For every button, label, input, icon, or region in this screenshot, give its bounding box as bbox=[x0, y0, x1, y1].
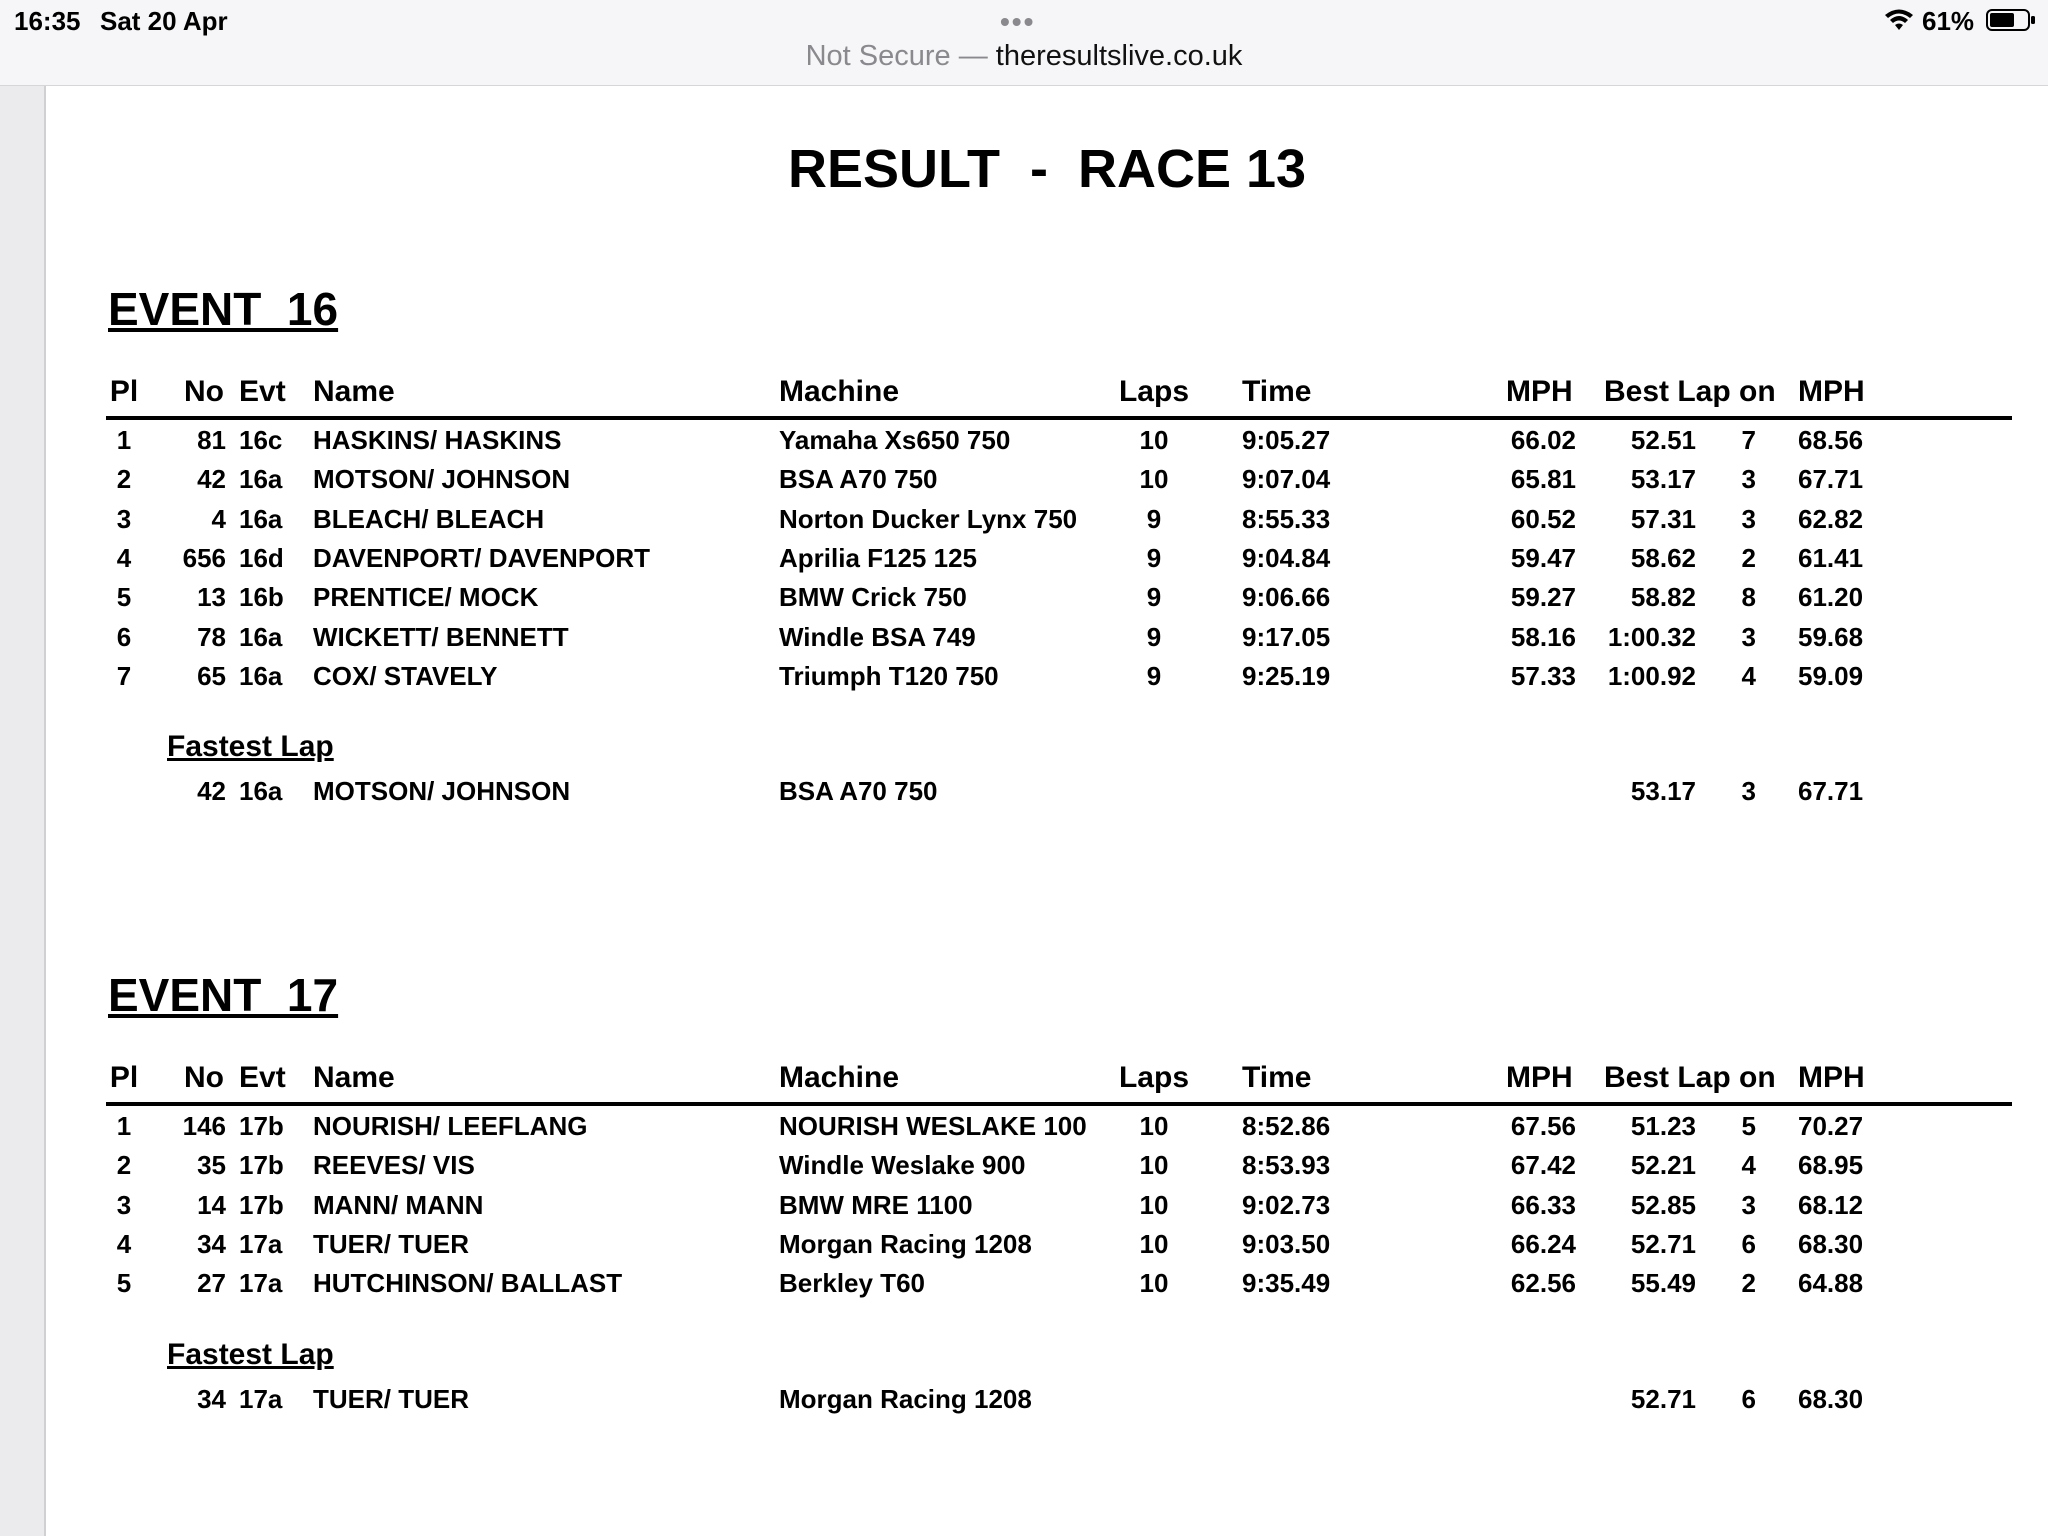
cell-mph2: 64.88 bbox=[1798, 1268, 1864, 1299]
cell-evt: 17b bbox=[239, 1189, 284, 1220]
fastest-best: 52.71 bbox=[1630, 1384, 1696, 1414]
cell-evt: 16a bbox=[239, 660, 283, 691]
cell-no: 78 bbox=[197, 621, 226, 652]
cell-mph2: 68.12 bbox=[1798, 1189, 1864, 1220]
cell-no: 656 bbox=[182, 542, 226, 573]
cell-machine: BMW MRE 1100 bbox=[779, 1189, 973, 1220]
cell-evt: 16a bbox=[239, 621, 283, 652]
cell-time: 9:03.50 bbox=[1242, 1228, 1331, 1259]
table-row bbox=[46, 1229, 2048, 1267]
table-row bbox=[46, 1111, 2048, 1149]
cell-on: 4 bbox=[1741, 660, 1756, 691]
cell-best: 52.21 bbox=[1630, 1150, 1696, 1181]
cell-no: 81 bbox=[197, 425, 226, 455]
cell-time: 9:07.04 bbox=[1242, 464, 1331, 495]
fastest-evt: 17a bbox=[239, 1384, 283, 1414]
cell-machine: NOURISH WESLAKE 100 bbox=[779, 1111, 1087, 1141]
cell-no: 13 bbox=[197, 582, 226, 613]
event-title: EVENT 16 bbox=[108, 283, 339, 335]
cell-machine: Windle BSA 749 bbox=[779, 621, 976, 652]
cell-on: 2 bbox=[1741, 1268, 1756, 1299]
cell-laps: 10 bbox=[1139, 425, 1169, 455]
cell-time: 8:53.93 bbox=[1242, 1150, 1331, 1181]
cell-on: 8 bbox=[1741, 582, 1756, 613]
cell-name: BLEACH/ BLEACH bbox=[313, 503, 545, 534]
cell-name: TUER/ TUER bbox=[313, 1228, 469, 1259]
fastest-on: 6 bbox=[1741, 1384, 1756, 1414]
cell-machine: BSA A70 750 bbox=[779, 464, 938, 495]
table-row bbox=[46, 1190, 2048, 1228]
cell-best: 1:00.92 bbox=[1607, 660, 1696, 691]
cell-time: 9:35.49 bbox=[1242, 1268, 1331, 1299]
header-mph2: MPH bbox=[1798, 1061, 1865, 1094]
cell-evt: 16c bbox=[239, 425, 283, 455]
cell-pl: 3 bbox=[116, 1189, 132, 1220]
cell-mph: 57.33 bbox=[1510, 660, 1576, 691]
cell-name: HASKINS/ HASKINS bbox=[313, 425, 562, 455]
cell-laps: 10 bbox=[1139, 464, 1169, 495]
cell-name: PRENTICE/ MOCK bbox=[313, 582, 539, 613]
cell-on: 2 bbox=[1741, 542, 1756, 573]
cell-mph2: 62.82 bbox=[1798, 503, 1864, 534]
cell-machine: Aprilia F125 125 bbox=[779, 542, 977, 573]
header-laps: Laps bbox=[1118, 1061, 1190, 1094]
cell-pl: 6 bbox=[116, 621, 132, 652]
fastest-best: 53.17 bbox=[1630, 776, 1696, 806]
header-no: No bbox=[184, 375, 224, 408]
cell-name: MANN/ MANN bbox=[313, 1189, 484, 1220]
header-best-lap-on: Best Lap on bbox=[1604, 1061, 1776, 1094]
header-rule bbox=[106, 1102, 2012, 1106]
cell-best: 1:00.32 bbox=[1607, 621, 1696, 652]
cell-on: 3 bbox=[1741, 503, 1756, 534]
battery-percent: 61% bbox=[1922, 6, 1975, 36]
cell-on: 6 bbox=[1741, 1228, 1756, 1259]
header-laps: Laps bbox=[1118, 375, 1190, 408]
fastest-on: 3 bbox=[1741, 776, 1756, 806]
cell-machine: BMW Crick 750 bbox=[779, 582, 967, 613]
cell-laps: 10 bbox=[1139, 1228, 1169, 1259]
header-pl: Pl bbox=[109, 1061, 139, 1094]
header-best-lap-on: Best Lap on bbox=[1604, 375, 1776, 408]
url-host: theresultslive.co.uk bbox=[995, 40, 1243, 72]
table-row bbox=[46, 1150, 2048, 1188]
table-row bbox=[46, 622, 2048, 660]
cell-laps: 9 bbox=[1146, 660, 1162, 691]
cell-laps: 9 bbox=[1146, 582, 1162, 613]
cell-pl: 1 bbox=[116, 425, 132, 455]
cell-laps: 10 bbox=[1139, 1268, 1169, 1299]
cell-best: 57.31 bbox=[1630, 503, 1696, 534]
header-time: Time bbox=[1242, 1061, 1312, 1094]
cell-machine: Norton Ducker Lynx 750 bbox=[779, 503, 1078, 534]
fastest-name: MOTSON/ JOHNSON bbox=[313, 776, 571, 806]
cell-evt: 17a bbox=[239, 1268, 283, 1299]
cell-no: 27 bbox=[197, 1268, 226, 1299]
cell-on: 4 bbox=[1741, 1150, 1756, 1181]
cell-best: 52.51 bbox=[1630, 425, 1696, 455]
fastest-no: 42 bbox=[197, 776, 226, 806]
cell-machine: Berkley T60 bbox=[779, 1268, 925, 1299]
cell-no: 35 bbox=[197, 1150, 226, 1181]
header-mph2: MPH bbox=[1798, 375, 1865, 408]
cell-best: 55.49 bbox=[1630, 1268, 1696, 1299]
cell-time: 9:04.84 bbox=[1242, 542, 1331, 573]
cell-pl: 1 bbox=[116, 1111, 132, 1141]
cell-mph2: 59.68 bbox=[1798, 621, 1864, 652]
fastest-evt: 16a bbox=[239, 776, 283, 806]
cell-mph: 66.33 bbox=[1510, 1189, 1576, 1220]
cell-no: 34 bbox=[197, 1228, 226, 1259]
header-machine: Machine bbox=[779, 375, 900, 408]
cell-pl: 2 bbox=[116, 1150, 132, 1181]
cell-best: 53.17 bbox=[1630, 464, 1696, 495]
status-date: Sat 20 Apr bbox=[100, 6, 228, 36]
page-title: RESULT - RACE 13 bbox=[787, 139, 1307, 199]
browser-top-bar bbox=[0, 0, 2048, 86]
cell-evt: 16a bbox=[239, 464, 283, 495]
not-secure-label: Not Secure — bbox=[805, 40, 988, 72]
cell-best: 52.85 bbox=[1630, 1189, 1696, 1220]
cell-mph2: 59.09 bbox=[1798, 660, 1864, 691]
fastest-mph2: 67.71 bbox=[1798, 776, 1864, 806]
cell-best: 58.62 bbox=[1630, 542, 1696, 573]
cell-time: 9:06.66 bbox=[1242, 582, 1331, 613]
cell-machine: Yamaha Xs650 750 bbox=[779, 425, 1011, 455]
table-header bbox=[46, 1061, 2048, 1099]
more-options-dots[interactable]: ••• bbox=[1000, 6, 1036, 37]
header-mph: MPH bbox=[1506, 375, 1573, 408]
cell-mph: 66.02 bbox=[1510, 425, 1576, 455]
cell-name: NOURISH/ LEEFLANG bbox=[313, 1111, 588, 1141]
cell-mph2: 67.71 bbox=[1798, 464, 1864, 495]
cell-pl: 5 bbox=[116, 582, 132, 613]
header-mph: MPH bbox=[1506, 1061, 1573, 1094]
cell-name: DAVENPORT/ DAVENPORT bbox=[313, 542, 651, 573]
header-machine: Machine bbox=[779, 1061, 900, 1094]
fastest-name: TUER/ TUER bbox=[313, 1384, 469, 1414]
event-title: EVENT 17 bbox=[108, 969, 339, 1021]
cell-machine: Triumph T120 750 bbox=[779, 660, 999, 691]
cell-name: MOTSON/ JOHNSON bbox=[313, 464, 571, 495]
cell-mph2: 68.95 bbox=[1798, 1150, 1864, 1181]
cell-machine: Windle Weslake 900 bbox=[779, 1150, 1026, 1181]
cell-on: 3 bbox=[1741, 464, 1756, 495]
fastest-lap-heading: Fastest Lap bbox=[167, 730, 334, 763]
cell-mph2: 68.30 bbox=[1798, 1228, 1864, 1259]
status-time: 16:35 bbox=[14, 6, 81, 36]
cell-laps: 10 bbox=[1139, 1189, 1169, 1220]
fastest-mph2: 68.30 bbox=[1798, 1384, 1864, 1414]
fastest-lap-row bbox=[46, 776, 2048, 814]
cell-on: 3 bbox=[1741, 621, 1756, 652]
fastest-machine: Morgan Racing 1208 bbox=[779, 1384, 1032, 1414]
wifi-icon bbox=[1884, 8, 1914, 32]
header-evt: Evt bbox=[239, 375, 286, 408]
cell-mph: 62.56 bbox=[1510, 1268, 1576, 1299]
cell-mph2: 70.27 bbox=[1798, 1111, 1864, 1141]
page-gutter bbox=[0, 86, 44, 1536]
document-page bbox=[46, 86, 2048, 1536]
table-row bbox=[46, 464, 2048, 502]
header-name: Name bbox=[313, 375, 395, 408]
cell-no: 4 bbox=[211, 503, 226, 534]
cell-pl: 4 bbox=[116, 542, 132, 573]
cell-mph: 67.56 bbox=[1510, 1111, 1576, 1141]
cell-on: 3 bbox=[1741, 1189, 1756, 1220]
cell-pl: 2 bbox=[116, 464, 132, 495]
cell-name: WICKETT/ BENNETT bbox=[313, 621, 569, 652]
cell-mph2: 61.20 bbox=[1798, 582, 1864, 613]
cell-no: 42 bbox=[197, 464, 226, 495]
cell-laps: 9 bbox=[1146, 542, 1162, 573]
cell-laps: 10 bbox=[1139, 1150, 1169, 1181]
header-rule bbox=[106, 416, 2012, 420]
cell-best: 51.23 bbox=[1630, 1111, 1696, 1141]
cell-name: REEVES/ VIS bbox=[313, 1150, 475, 1181]
cell-mph2: 61.41 bbox=[1798, 542, 1864, 573]
cell-evt: 17a bbox=[239, 1228, 283, 1259]
header-name: Name bbox=[313, 1061, 395, 1094]
cell-mph: 59.27 bbox=[1510, 582, 1576, 613]
cell-evt: 16d bbox=[239, 542, 284, 573]
cell-time: 9:17.05 bbox=[1242, 621, 1331, 652]
fastest-lap-heading: Fastest Lap bbox=[167, 1338, 334, 1371]
address-bar[interactable] bbox=[0, 40, 2048, 73]
cell-best: 58.82 bbox=[1630, 582, 1696, 613]
cell-name: HUTCHINSON/ BALLAST bbox=[313, 1268, 623, 1299]
cell-mph: 65.81 bbox=[1510, 464, 1576, 495]
cell-time: 8:52.86 bbox=[1242, 1111, 1331, 1141]
cell-name: COX/ STAVELY bbox=[313, 660, 498, 691]
header-time: Time bbox=[1242, 375, 1312, 408]
cell-mph: 59.47 bbox=[1510, 542, 1576, 573]
fastest-lap-row bbox=[46, 1384, 2048, 1422]
cell-pl: 4 bbox=[116, 1228, 132, 1259]
cell-laps: 9 bbox=[1146, 621, 1162, 652]
header-pl: Pl bbox=[109, 375, 139, 408]
fastest-machine: BSA A70 750 bbox=[779, 776, 938, 806]
cell-evt: 17b bbox=[239, 1111, 284, 1141]
header-evt: Evt bbox=[239, 1061, 286, 1094]
cell-mph: 66.24 bbox=[1510, 1228, 1576, 1259]
cell-time: 9:25.19 bbox=[1242, 660, 1331, 691]
fastest-no: 34 bbox=[197, 1384, 226, 1414]
table-row bbox=[46, 1268, 2048, 1306]
cell-time: 9:02.73 bbox=[1242, 1189, 1331, 1220]
cell-laps: 10 bbox=[1139, 1111, 1169, 1141]
cell-on: 5 bbox=[1741, 1111, 1756, 1141]
table-row bbox=[46, 582, 2048, 620]
cell-no: 65 bbox=[197, 660, 226, 691]
cell-mph2: 68.56 bbox=[1798, 425, 1864, 455]
cell-no: 146 bbox=[182, 1111, 226, 1141]
battery-icon bbox=[1986, 9, 2036, 31]
cell-mph: 58.16 bbox=[1510, 621, 1576, 652]
table-row bbox=[46, 425, 2048, 463]
cell-best: 52.71 bbox=[1630, 1228, 1696, 1259]
table-row bbox=[46, 661, 2048, 699]
cell-time: 8:55.33 bbox=[1242, 503, 1331, 534]
cell-machine: Morgan Racing 1208 bbox=[779, 1228, 1032, 1259]
cell-laps: 9 bbox=[1146, 503, 1162, 534]
cell-on: 7 bbox=[1741, 425, 1756, 455]
cell-time: 9:05.27 bbox=[1242, 425, 1331, 455]
cell-evt: 16a bbox=[239, 503, 283, 534]
cell-no: 14 bbox=[197, 1189, 226, 1220]
table-row bbox=[46, 504, 2048, 542]
cell-evt: 16b bbox=[239, 582, 284, 613]
cell-evt: 17b bbox=[239, 1150, 284, 1181]
table-row bbox=[46, 543, 2048, 581]
cell-pl: 3 bbox=[116, 503, 132, 534]
cell-mph: 60.52 bbox=[1510, 503, 1576, 534]
cell-pl: 7 bbox=[116, 660, 132, 691]
cell-mph: 67.42 bbox=[1510, 1150, 1576, 1181]
cell-pl: 5 bbox=[116, 1268, 132, 1299]
table-header bbox=[46, 375, 2048, 413]
header-no: No bbox=[184, 1061, 224, 1094]
